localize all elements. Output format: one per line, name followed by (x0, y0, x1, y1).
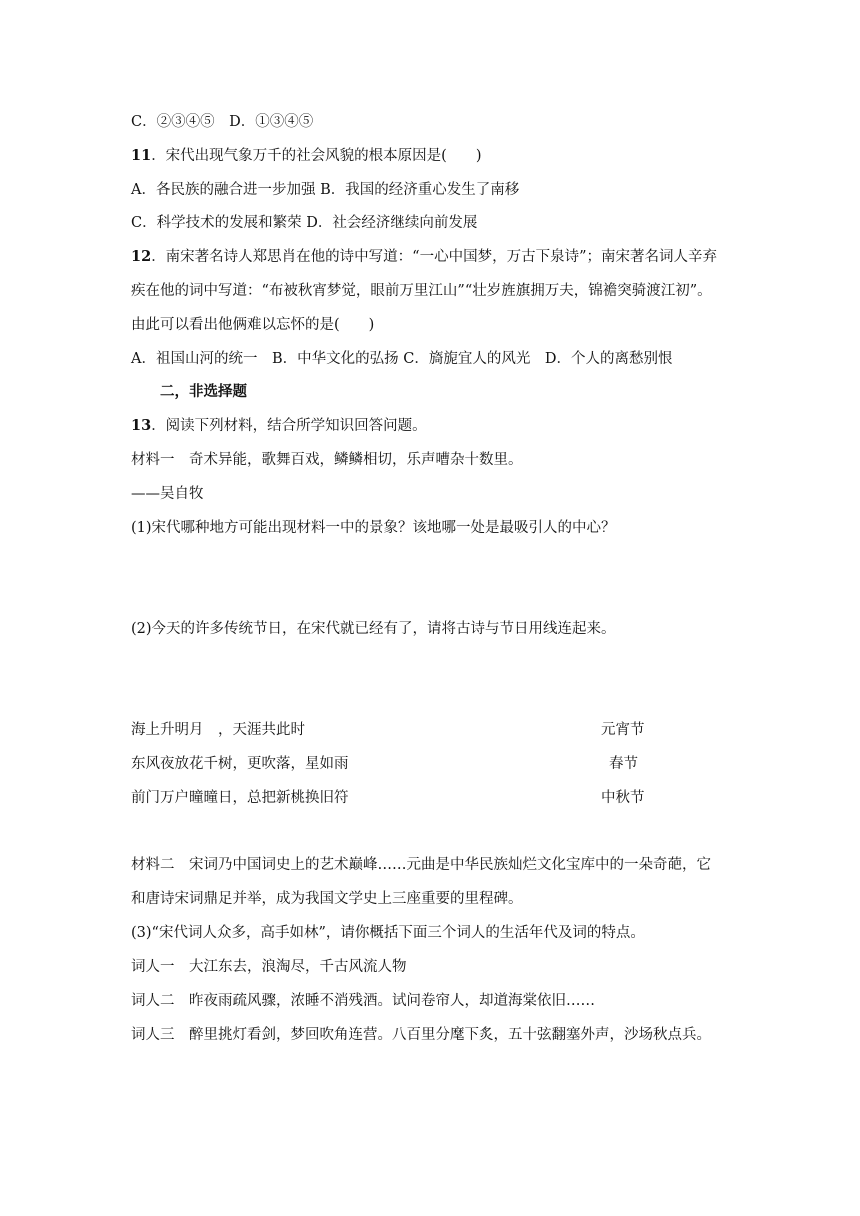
question-12-line3: 由此可以看出他俩难以忘怀的是( ) (131, 317, 375, 333)
question-text: ．宋代出现气象万千的社会风貌的根本原因是( ) (151, 148, 482, 164)
poet-3: 词人三 醉里挑灯看剑，梦回吹角连营。八百里分麾下炙，五十弦翻塞外声，沙场秋点兵。 (131, 1027, 711, 1043)
material-2-line1: 材料二 宋词乃中国词史上的艺术巅峰……元曲是中华民族灿烂文化宝库中的一朵奇葩，它 (131, 857, 711, 873)
poem-line-1: 海上升明月 ，天涯共此时 (131, 722, 305, 738)
question-11 (131, 146, 482, 166)
question-12 (131, 247, 717, 267)
question-number: 12 (131, 248, 152, 265)
question-number: 11 (131, 147, 152, 164)
q11-options-cd: C．科学技术的发展和繁荣 D．社会经济继续向前发展 (131, 215, 478, 231)
festival-2: 春节 (609, 756, 638, 772)
question-number: 13 (131, 417, 152, 434)
poem-line-2: 东风夜放花千树，更吹落，星如雨 (131, 756, 349, 772)
poet-1: 词人一 大江东去，浪淘尽，千古风流人物 (131, 959, 407, 975)
material-2-line2: 和唐诗宋词鼎足并举，成为我国文学史上三座重要的里程碑。 (131, 891, 523, 907)
festival-3: 中秋节 (601, 790, 645, 806)
sub-question-1: (1)宋代哪种地方可能出现材料一中的景象？该地哪一处是最吸引人的中心？ (131, 520, 616, 536)
q11-options-ab: A．各民族的融合进一步加强 B．我国的经济重心发生了南移 (131, 182, 520, 198)
festival-1: 元宵节 (601, 722, 645, 738)
material-1-source: ——吴自牧 (131, 486, 204, 502)
sub-question-2: (2)今天的许多传统节日，在宋代就已经有了，请将古诗与节日用线连起来。 (131, 621, 616, 637)
material-1: 材料一 奇术异能，歌舞百戏，鳞鳞相切，乐声嘈杂十数里。 (131, 452, 523, 468)
sub-question-3: (3)“宋代词人众多，高手如林”，请你概括下面三个词人的生活年代及词的特点。 (131, 925, 645, 941)
poem-line-3: 前门万户曈曈日，总把新桃换旧符 (131, 790, 349, 806)
q12-options: A．祖国山河的统一 B．中华文化的弘扬 C．旖旎宜人的风光 D．个人的离愁别恨 (131, 351, 673, 367)
poet-2: 词人二 昨夜雨疏风骤，浓睡不消残酒。试问卷帘人，却道海棠依旧…… (131, 993, 595, 1009)
question-12-line2: 疾在他的词中写道：“布被秋宵梦觉，眼前万里江山”“壮岁旌旗拥万夫，锦襜突骑渡江初”。 (131, 283, 712, 299)
q10-options-cd: C．②③④⑤ D．①③④⑤ (131, 114, 314, 130)
question-13 (131, 416, 427, 436)
question-text: ．南宋著名诗人郑思肖在他的诗中写道：“一心中国梦，万古下泉诗”；南宋著名词人辛弃 (151, 249, 718, 265)
question-text: ．阅读下列材料，结合所学知识回答问题。 (151, 418, 427, 434)
section-heading: 二，非选择题 (160, 383, 247, 400)
